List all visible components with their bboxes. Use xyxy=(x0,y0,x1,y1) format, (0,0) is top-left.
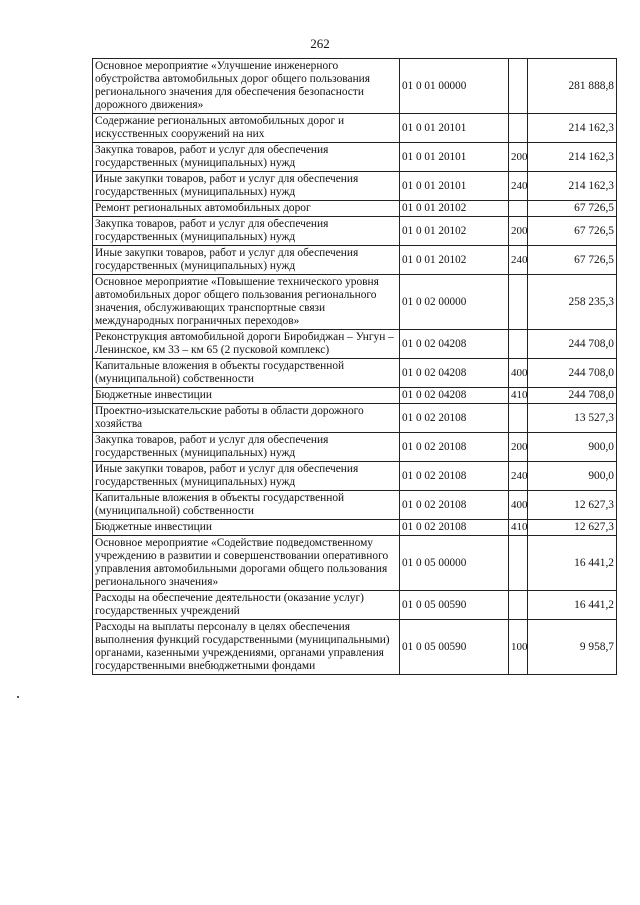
table-row xyxy=(93,59,617,114)
row-expense-type xyxy=(509,59,528,114)
row-name: Расходы на обеспечение деятельности (оказание услуг) государственных учреждений xyxy=(93,591,400,620)
budget-table xyxy=(92,58,617,675)
row-expense-type xyxy=(509,536,528,591)
row-amount: 9 958,7 xyxy=(528,620,617,675)
table-row xyxy=(93,114,617,143)
row-expense-type xyxy=(509,275,528,330)
row-expense-type: 400 xyxy=(509,491,528,520)
row-name: Иные закупки товаров, работ и услуг для обеспечения государственных (муниципальных) нужд xyxy=(93,462,400,491)
row-expense-type: 200 xyxy=(509,143,528,172)
table-row xyxy=(93,404,617,433)
table-row xyxy=(93,591,617,620)
row-amount: 12 627,3 xyxy=(528,491,617,520)
row-code: 01 0 01 20101 xyxy=(400,143,509,172)
table-row xyxy=(93,172,617,201)
row-code: 01 0 02 20108 xyxy=(400,433,509,462)
row-amount: 281 888,8 xyxy=(528,59,617,114)
table-row xyxy=(93,359,617,388)
row-code: 01 0 05 00590 xyxy=(400,620,509,675)
row-name: Иные закупки товаров, работ и услуг для обеспечения государственных (муниципальных) нужд xyxy=(93,172,400,201)
row-code: 01 0 01 20102 xyxy=(400,217,509,246)
row-code: 01 0 05 00000 xyxy=(400,536,509,591)
row-expense-type xyxy=(509,591,528,620)
table-row xyxy=(93,433,617,462)
row-code: 01 0 01 20102 xyxy=(400,246,509,275)
row-name: Проектно-изыскательские работы в области дорожного хозяйства xyxy=(93,404,400,433)
row-expense-type: 240 xyxy=(509,462,528,491)
row-expense-type: 100 xyxy=(509,620,528,675)
row-name: Основное мероприятие «Улучшение инженерного обустройства автомобильных дорог общего пользования регионального значения для обеспечения безопасности дорожного движения» xyxy=(93,59,400,114)
row-name: Основное мероприятие «Повышение технического уровня автомобильных дорог общего пользования регионального значения, обслуживающих транспортные связи международных пограничных переходов» xyxy=(93,275,400,330)
row-code: 01 0 01 00000 xyxy=(400,59,509,114)
row-code: 01 0 02 20108 xyxy=(400,491,509,520)
row-expense-type xyxy=(509,330,528,359)
row-name: Закупка товаров, работ и услуг для обеспечения государственных (муниципальных) нужд xyxy=(93,217,400,246)
row-amount: 258 235,3 xyxy=(528,275,617,330)
row-code: 01 0 02 20108 xyxy=(400,462,509,491)
row-code: 01 0 02 04208 xyxy=(400,359,509,388)
row-name: Иные закупки товаров, работ и услуг для обеспечения государственных (муниципальных) нужд xyxy=(93,246,400,275)
table-row xyxy=(93,330,617,359)
row-code: 01 0 01 20101 xyxy=(400,114,509,143)
row-name: Капитальные вложения в объекты государственной (муниципальной) собственности xyxy=(93,491,400,520)
row-expense-type: 240 xyxy=(509,246,528,275)
row-code: 01 0 02 04208 xyxy=(400,330,509,359)
row-expense-type xyxy=(509,404,528,433)
row-amount: 67 726,5 xyxy=(528,201,617,217)
row-amount: 900,0 xyxy=(528,433,617,462)
table-row xyxy=(93,536,617,591)
row-name: Закупка товаров, работ и услуг для обеспечения государственных (муниципальных) нужд xyxy=(93,143,400,172)
row-expense-type: 200 xyxy=(509,217,528,246)
row-amount: 244 708,0 xyxy=(528,359,617,388)
row-name: Содержание региональных автомобильных дорог и искусственных сооружений на них xyxy=(93,114,400,143)
table-row xyxy=(93,246,617,275)
row-name: Бюджетные инвестиции xyxy=(93,520,400,536)
table-row xyxy=(93,462,617,491)
table-row xyxy=(93,520,617,536)
row-name: Ремонт региональных автомобильных дорог xyxy=(93,201,400,217)
table-row xyxy=(93,620,617,675)
row-expense-type: 410 xyxy=(509,520,528,536)
row-code: 01 0 01 20101 xyxy=(400,172,509,201)
row-name: Основное мероприятие «Содействие подведомственному учреждению в развитии и совершенствовании оперативного управления автомобильными дорогами общего пользования регионального значения» xyxy=(93,536,400,591)
table-row xyxy=(93,217,617,246)
row-expense-type: 240 xyxy=(509,172,528,201)
row-name: Реконструкция автомобильной дороги Биробиджан – Унгун – Ленинское, км 33 – км 65 (2 пусковой комплекс) xyxy=(93,330,400,359)
table-row xyxy=(93,143,617,172)
row-amount: 214 162,3 xyxy=(528,114,617,143)
scan-speck xyxy=(17,696,19,698)
row-amount: 16 441,2 xyxy=(528,536,617,591)
row-expense-type xyxy=(509,201,528,217)
page-number: 262 xyxy=(310,36,330,51)
row-code: 01 0 02 00000 xyxy=(400,275,509,330)
row-code: 01 0 02 04208 xyxy=(400,388,509,404)
table-row xyxy=(93,491,617,520)
row-amount: 67 726,5 xyxy=(528,246,617,275)
row-amount: 244 708,0 xyxy=(528,388,617,404)
row-amount: 16 441,2 xyxy=(528,591,617,620)
row-amount: 244 708,0 xyxy=(528,330,617,359)
row-code: 01 0 05 00590 xyxy=(400,591,509,620)
row-amount: 67 726,5 xyxy=(528,217,617,246)
row-amount: 13 527,3 xyxy=(528,404,617,433)
table-row xyxy=(93,275,617,330)
table-row xyxy=(93,201,617,217)
row-name: Закупка товаров, работ и услуг для обеспечения государственных (муниципальных) нужд xyxy=(93,433,400,462)
row-name: Расходы на выплаты персоналу в целях обеспечения выполнения функций государственными (муниципальными) органами, казенными учреждениями, органами управления государственными внебюджетными фондами xyxy=(93,620,400,675)
row-code: 01 0 02 20108 xyxy=(400,520,509,536)
row-name: Бюджетные инвестиции xyxy=(93,388,400,404)
row-expense-type: 410 xyxy=(509,388,528,404)
row-amount: 214 162,3 xyxy=(528,143,617,172)
row-amount: 12 627,3 xyxy=(528,520,617,536)
row-amount: 900,0 xyxy=(528,462,617,491)
row-expense-type: 200 xyxy=(509,433,528,462)
row-expense-type: 400 xyxy=(509,359,528,388)
row-code: 01 0 02 20108 xyxy=(400,404,509,433)
row-name: Капитальные вложения в объекты государственной (муниципальной) собственности xyxy=(93,359,400,388)
table-row xyxy=(93,388,617,404)
row-expense-type xyxy=(509,114,528,143)
row-amount: 214 162,3 xyxy=(528,172,617,201)
row-code: 01 0 01 20102 xyxy=(400,201,509,217)
